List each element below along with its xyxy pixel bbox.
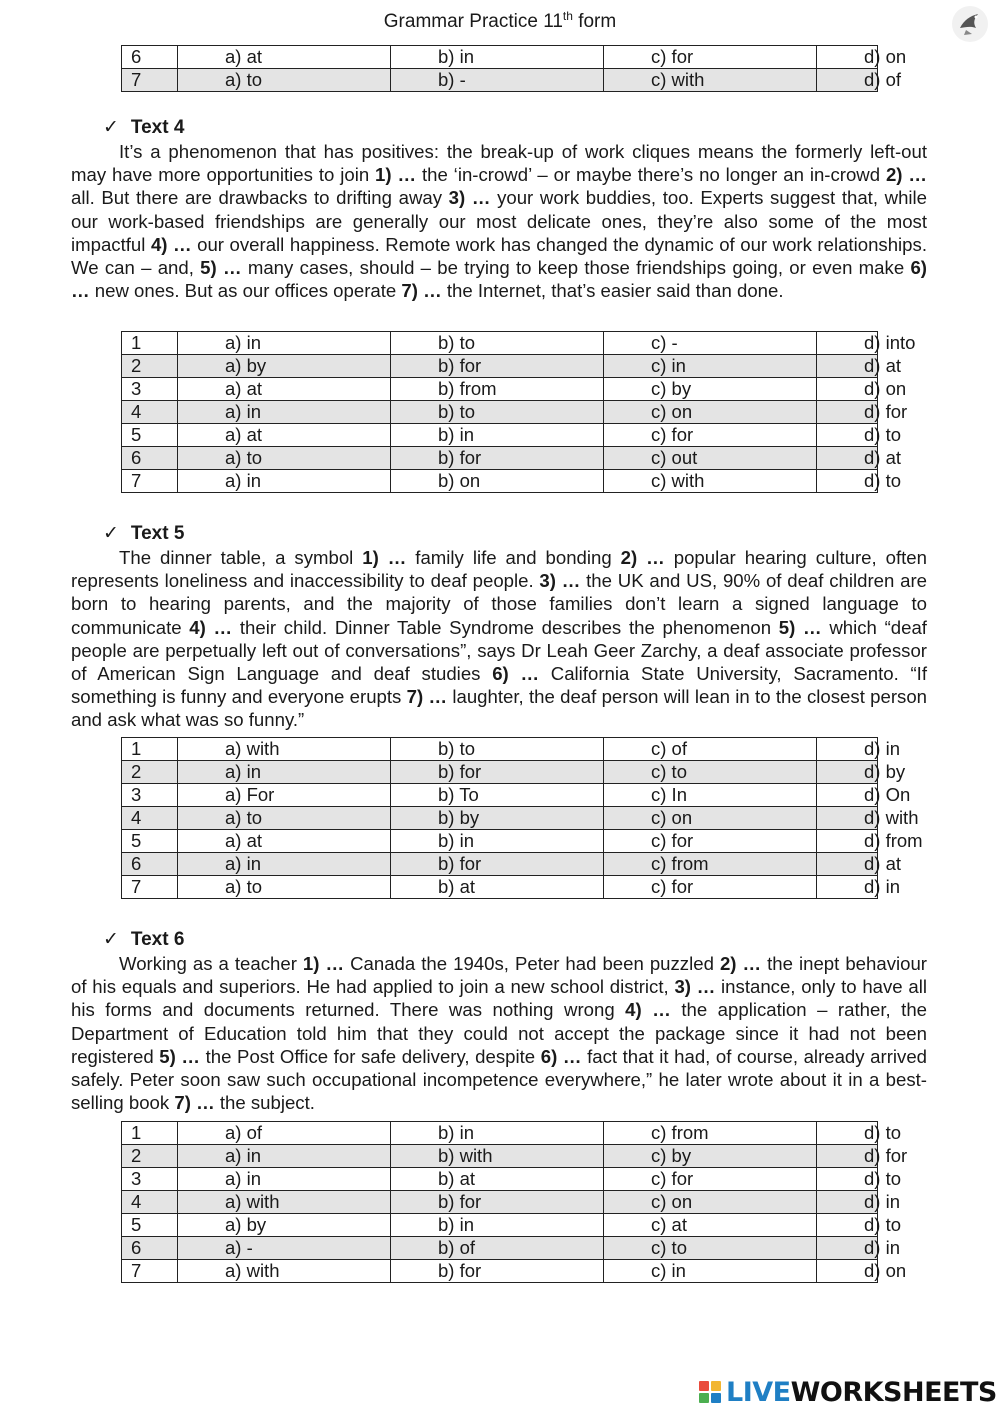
- option-b: b) in: [391, 424, 604, 447]
- text-fragment: the Post Office for safe delivery, despite: [200, 1045, 541, 1067]
- table-row: [122, 1214, 878, 1237]
- bird-icon: [950, 4, 990, 44]
- row-number: 6: [122, 853, 178, 876]
- liveworksheets-logo[interactable]: LIVEWORKSHEETS: [698, 1376, 997, 1410]
- liveworksheets-logo-icon: [698, 1379, 724, 1407]
- option-a: a) at: [178, 378, 391, 401]
- option-a: a) to: [178, 807, 391, 830]
- option-c: c) In: [604, 784, 817, 807]
- option-b: b) for: [391, 761, 604, 784]
- option-a: a) with: [178, 738, 391, 761]
- option-d: d) for: [817, 401, 878, 424]
- text-6-section: [71, 928, 927, 1114]
- option-b: b) for: [391, 1191, 604, 1214]
- gap-marker: 1) …: [375, 164, 417, 186]
- option-a: a) -: [178, 1237, 391, 1260]
- row-number: 2: [122, 355, 178, 378]
- gap-marker: 1) …: [302, 953, 345, 974]
- text-fragment: the UK and US, 90% of deaf children are born to hearing parents, and the majority of those families don’t learn a signed language to communicate: [71, 570, 927, 638]
- option-c: c) by: [604, 378, 817, 401]
- text-5-paragraph: [71, 546, 927, 732]
- text-fragment: family life and bonding: [406, 547, 621, 568]
- option-d: d) at: [817, 853, 878, 876]
- text-fragment: your work buddies, too. Experts suggest that, while our work-based friendships are generally our most delicate ones, they’re also some of the most impactful: [71, 187, 928, 255]
- option-d: d) on: [817, 378, 878, 401]
- checkmark-icon: ✓: [103, 929, 119, 950]
- table-row: [122, 46, 878, 69]
- option-b: b) for: [391, 853, 604, 876]
- text-fragment: The dinner table, a symbol: [119, 547, 363, 568]
- gap-marker: 5) …: [159, 1045, 201, 1067]
- option-c: c) on: [604, 807, 817, 830]
- option-c: c) for: [604, 1168, 817, 1191]
- answer-table-text-6: [121, 1121, 908, 1283]
- option-a: a) in: [178, 401, 391, 424]
- option-a: a) in: [178, 761, 391, 784]
- option-a: a) to: [178, 69, 391, 92]
- text-fragment: new ones. But as our offices operate: [89, 280, 402, 302]
- option-b: b) in: [391, 830, 604, 853]
- option-c: c) to: [604, 1237, 817, 1260]
- option-d: d) at: [817, 447, 878, 470]
- text-fragment: the subject.: [214, 1092, 315, 1114]
- option-d: d) to: [817, 424, 878, 447]
- row-number: 4: [122, 401, 178, 424]
- option-c: c) for: [604, 424, 817, 447]
- gap-marker: 6) …: [540, 1045, 582, 1067]
- table-row: [122, 378, 878, 401]
- option-a: a) at: [178, 46, 391, 69]
- gap-marker: 6) …: [71, 257, 927, 302]
- answer-table-text-4: [121, 331, 916, 493]
- option-d: d) into: [817, 332, 878, 355]
- text-fragment: laughter, the deaf person will lean in to the closest person and ask what was so funny.”: [71, 686, 927, 731]
- option-d: d) at: [817, 355, 878, 378]
- table-row: [122, 876, 878, 899]
- option-a: a) to: [178, 876, 391, 899]
- option-d: d) from: [817, 830, 878, 853]
- option-d: d) with: [817, 807, 878, 830]
- option-c: c) of: [604, 738, 817, 761]
- table-row: [122, 69, 878, 92]
- option-a: a) of: [178, 1122, 391, 1145]
- option-b: b) in: [391, 46, 604, 69]
- option-b: b) at: [391, 876, 604, 899]
- option-b: b) to: [391, 332, 604, 355]
- row-number: 7: [122, 1260, 178, 1283]
- option-b: b) in: [391, 1122, 604, 1145]
- option-a: a) in: [178, 853, 391, 876]
- option-a: a) in: [178, 332, 391, 355]
- table-row: [122, 1260, 878, 1283]
- text-fragment: instance, only to have all his forms and documents returned. There was nothing wrong: [71, 976, 927, 1021]
- option-d: d) on: [817, 46, 878, 69]
- text-fragment: the application – rather, the Department of Education told him that they could not accept the package since it had not been registered: [71, 999, 928, 1067]
- row-number: 5: [122, 830, 178, 853]
- option-c: c) for: [604, 830, 817, 853]
- option-b: b) -: [391, 69, 604, 92]
- option-b: b) from: [391, 378, 604, 401]
- option-a: a) at: [178, 424, 391, 447]
- option-d: d) of: [817, 69, 878, 92]
- row-number: 7: [122, 876, 178, 899]
- option-d: d) in: [817, 738, 878, 761]
- table-row: [122, 1237, 878, 1260]
- text-fragment: the Internet, that’s easier said than done.: [441, 280, 784, 302]
- text-fragment: fact that it had, of course, already arrived safely. Peter soon saw such occupational incompetence everywhere,” he later wrote about it in a best-selling book: [71, 1045, 928, 1114]
- option-c: c) by: [604, 1145, 817, 1168]
- option-c: c) from: [604, 853, 817, 876]
- table-row: [122, 761, 878, 784]
- text-fragment: Working as a teacher: [119, 953, 303, 974]
- text-fragment: our overall happiness. Remote work has changed the dynamic of our work relationships. We can – and,: [71, 233, 927, 279]
- row-number: 6: [122, 46, 178, 69]
- table-row: [122, 424, 878, 447]
- table-row: [122, 1122, 878, 1145]
- option-a: a) to: [178, 447, 391, 470]
- option-d: d) On: [817, 784, 878, 807]
- gap-marker: 1) …: [362, 547, 407, 568]
- text-6-paragraph: [71, 952, 927, 1114]
- text-fragment: California State University, Sacramento. “If something is funny and everyone erupts: [71, 663, 927, 708]
- option-c: c) -: [604, 332, 817, 355]
- option-c: c) out: [604, 447, 817, 470]
- gap-marker: 4) …: [150, 233, 192, 255]
- option-c: c) in: [604, 355, 817, 378]
- option-a: a) For: [178, 784, 391, 807]
- table-row: [122, 1145, 878, 1168]
- row-number: 7: [122, 69, 178, 92]
- gap-marker: 7) …: [406, 686, 448, 708]
- text-5-heading: ✓ Text 5: [103, 523, 185, 544]
- option-b: b) for: [391, 1260, 604, 1283]
- option-b: b) at: [391, 1168, 604, 1191]
- option-c: c) from: [604, 1122, 817, 1145]
- option-d: d) on: [817, 1260, 878, 1283]
- page-title: Grammar Practice 11th form: [383, 9, 617, 32]
- table-row: [122, 807, 878, 830]
- option-b: b) of: [391, 1237, 604, 1260]
- option-c: c) at: [604, 1214, 817, 1237]
- text-fragment: Canada the 1940s, Peter had been puzzled: [344, 953, 720, 974]
- option-b: b) on: [391, 470, 604, 493]
- gap-marker: 3) …: [448, 187, 491, 209]
- row-number: 5: [122, 424, 178, 447]
- option-d: d) to: [817, 1214, 878, 1237]
- gap-marker: 4) …: [189, 616, 233, 638]
- table-row: [122, 447, 878, 470]
- gap-marker: 6) …: [492, 663, 540, 685]
- option-c: c) for: [604, 46, 817, 69]
- text-fragment: which “deaf people are perpetually left out of conversations”, says Dr Leah Geer Zarchy, a deaf associate professor of American Sign Language and deaf studies: [71, 616, 927, 685]
- option-b: b) with: [391, 1145, 604, 1168]
- answer-table-text-5: [121, 737, 923, 899]
- option-c: c) with: [604, 470, 817, 493]
- table-row: [122, 355, 878, 378]
- table-row: [122, 738, 878, 761]
- option-d: d) by: [817, 761, 878, 784]
- table-row: [122, 1168, 878, 1191]
- gap-marker: 3) …: [539, 570, 581, 592]
- text-fragment: It’s a phenomenon that has positives: the break-up of work cliques means the formerly left-out may have more opportunities to join: [71, 141, 927, 186]
- option-b: b) for: [391, 447, 604, 470]
- option-c: c) on: [604, 401, 817, 424]
- option-b: b) by: [391, 807, 604, 830]
- option-d: d) to: [817, 1168, 878, 1191]
- option-c: c) on: [604, 1191, 817, 1214]
- row-number: 6: [122, 1237, 178, 1260]
- option-c: c) for: [604, 876, 817, 899]
- table-row: [122, 784, 878, 807]
- checkmark-icon: ✓: [103, 523, 119, 544]
- text-fragment: popular hearing culture, often represents loneliness and inaccessibility to deaf people.: [71, 547, 927, 592]
- answer-table-text-3: [121, 45, 907, 92]
- gap-marker: 5) …: [778, 616, 822, 638]
- text-fragment: their child. Dinner Table Syndrome describes the phenomenon: [232, 616, 779, 638]
- gap-marker: 3) …: [674, 976, 716, 998]
- row-number: 3: [122, 784, 178, 807]
- option-b: b) to: [391, 401, 604, 424]
- table-row: [122, 830, 878, 853]
- text-5-section: [71, 522, 927, 732]
- option-a: a) by: [178, 355, 391, 378]
- gap-marker: 7) …: [401, 280, 442, 302]
- row-number: 6: [122, 447, 178, 470]
- option-d: d) for: [817, 1145, 878, 1168]
- option-a: a) by: [178, 1214, 391, 1237]
- gap-marker: 2) …: [885, 164, 927, 186]
- option-c: c) to: [604, 761, 817, 784]
- option-a: a) in: [178, 1145, 391, 1168]
- text-fragment: the inept behaviour of his equals and superiors. He had applied to join a new school district,: [71, 953, 927, 998]
- table-row: [122, 332, 878, 355]
- option-c: c) in: [604, 1260, 817, 1283]
- table-row: [122, 470, 878, 493]
- text-4-section: [71, 116, 927, 302]
- text-fragment: many cases, should – be trying to keep those friendships going, or even make: [241, 257, 911, 279]
- checkmark-icon: ✓: [103, 117, 119, 138]
- table-row: [122, 853, 878, 876]
- option-a: a) at: [178, 830, 391, 853]
- row-number: 1: [122, 332, 178, 355]
- option-a: a) in: [178, 470, 391, 493]
- gap-marker: 7) …: [174, 1092, 215, 1114]
- row-number: 4: [122, 1191, 178, 1214]
- option-a: a) in: [178, 1168, 391, 1191]
- row-number: 7: [122, 470, 178, 493]
- gap-marker: 2) …: [620, 547, 665, 568]
- option-b: b) to: [391, 738, 604, 761]
- text-6-heading: ✓ Text 6: [103, 929, 185, 950]
- gap-marker: 4) …: [625, 999, 671, 1021]
- table-row: [122, 401, 878, 424]
- row-number: 5: [122, 1214, 178, 1237]
- option-d: d) in: [817, 876, 878, 899]
- row-number: 2: [122, 761, 178, 784]
- option-d: d) to: [817, 1122, 878, 1145]
- gap-marker: 5) …: [200, 257, 242, 279]
- row-number: 1: [122, 1122, 178, 1145]
- row-number: 4: [122, 807, 178, 830]
- text-fragment: all. But there are drawbacks to drifting away: [71, 187, 449, 209]
- option-d: d) in: [817, 1237, 878, 1260]
- option-a: a) with: [178, 1260, 391, 1283]
- option-b: b) for: [391, 355, 604, 378]
- option-d: d) in: [817, 1191, 878, 1214]
- table-row: [122, 1191, 878, 1214]
- gap-marker: 2) …: [719, 953, 762, 974]
- row-number: 2: [122, 1145, 178, 1168]
- text-fragment: the ‘in-crowd’ – or maybe there’s no longer an in-crowd: [416, 164, 886, 186]
- option-d: d) to: [817, 470, 878, 493]
- row-number: 3: [122, 378, 178, 401]
- option-b: b) To: [391, 784, 604, 807]
- option-b: b) in: [391, 1214, 604, 1237]
- text-4-heading: ✓ Text 4: [103, 117, 185, 138]
- option-a: a) with: [178, 1191, 391, 1214]
- option-c: c) with: [604, 69, 817, 92]
- text-4-paragraph: [71, 140, 927, 302]
- row-number: 1: [122, 738, 178, 761]
- row-number: 3: [122, 1168, 178, 1191]
